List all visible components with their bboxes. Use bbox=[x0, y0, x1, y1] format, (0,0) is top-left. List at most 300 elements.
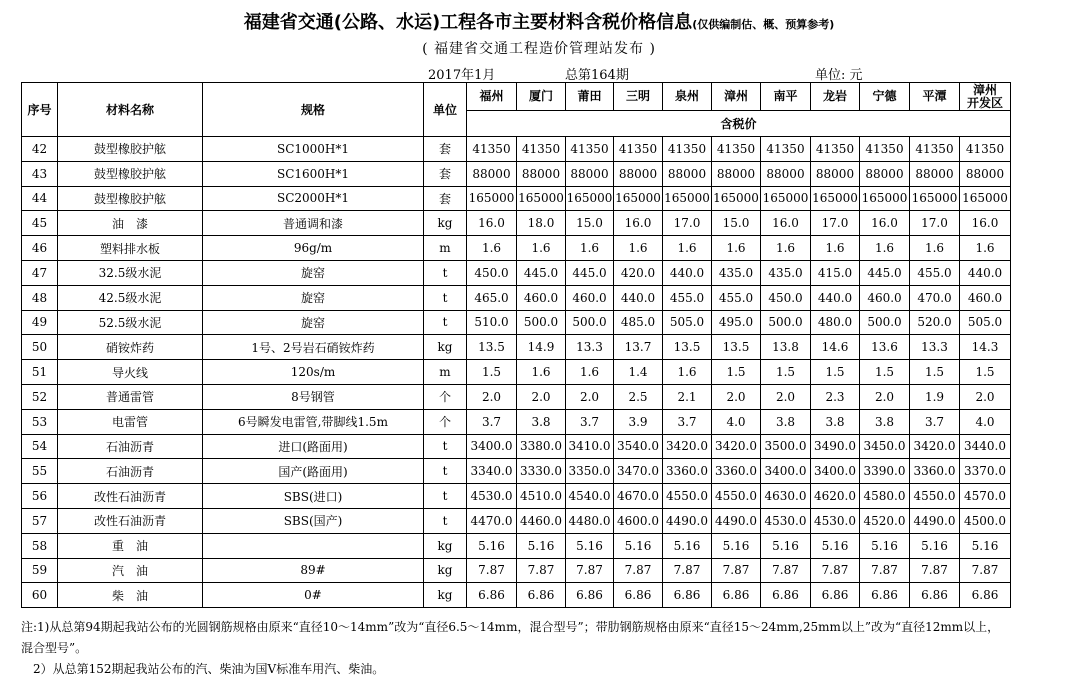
price-cell: 3420.0 bbox=[712, 434, 761, 459]
price-cell: 5.16 bbox=[467, 533, 517, 558]
unit-cell: t bbox=[424, 310, 467, 335]
price-cell: 1.9 bbox=[910, 384, 960, 409]
price-cell: 1.6 bbox=[712, 236, 761, 261]
name-cell: 32.5级水泥 bbox=[58, 260, 203, 285]
price-cell: 88000 bbox=[960, 161, 1011, 186]
price-cell: 3360.0 bbox=[910, 459, 960, 484]
price-cell: 3390.0 bbox=[860, 459, 910, 484]
price-cell: 15.0 bbox=[712, 211, 761, 236]
price-cell: 3500.0 bbox=[761, 434, 811, 459]
table-row bbox=[22, 558, 1011, 583]
price-cell: 88000 bbox=[910, 161, 960, 186]
table-row bbox=[22, 285, 1011, 310]
price-cell: 4530.0 bbox=[811, 508, 860, 533]
publisher-line: ( 福建省交通工程造价管理站发布 ) bbox=[422, 41, 656, 57]
price-cell: 440.0 bbox=[811, 285, 860, 310]
price-cell: 2.0 bbox=[467, 384, 517, 409]
spec-cell: 0# bbox=[203, 583, 424, 608]
price-cell: 3360.0 bbox=[712, 459, 761, 484]
price-cell: 4490.0 bbox=[712, 508, 761, 533]
price-cell: 41350 bbox=[910, 137, 960, 162]
price-cell: 88000 bbox=[566, 161, 614, 186]
document-title bbox=[0, 8, 1078, 34]
header-name: 材料名称 bbox=[58, 83, 203, 137]
price-cell: 2.0 bbox=[761, 384, 811, 409]
price-cell: 6.86 bbox=[712, 583, 761, 608]
price-cell: 7.87 bbox=[960, 558, 1011, 583]
price-cell: 445.0 bbox=[566, 260, 614, 285]
price-cell: 165000 bbox=[467, 186, 517, 211]
spec-cell: 旋窑 bbox=[203, 260, 424, 285]
spec-cell: 旋窑 bbox=[203, 310, 424, 335]
price-cell: 16.0 bbox=[761, 211, 811, 236]
price-cell: 435.0 bbox=[761, 260, 811, 285]
spec-cell bbox=[203, 533, 424, 558]
seq-cell: 57 bbox=[22, 508, 58, 533]
unit-cell: kg bbox=[424, 211, 467, 236]
price-cell: 4570.0 bbox=[960, 484, 1011, 509]
spec-cell: 旋窑 bbox=[203, 285, 424, 310]
table-row bbox=[22, 260, 1011, 285]
price-cell: 415.0 bbox=[811, 260, 860, 285]
price-cell: 41350 bbox=[712, 137, 761, 162]
price-cell: 6.86 bbox=[811, 583, 860, 608]
price-cell: 7.87 bbox=[860, 558, 910, 583]
price-cell: 16.0 bbox=[614, 211, 663, 236]
table-row bbox=[22, 384, 1011, 409]
unit-cell: 套 bbox=[424, 161, 467, 186]
price-cell: 14.9 bbox=[517, 335, 566, 360]
price-cell: 500.0 bbox=[566, 310, 614, 335]
header-city-line1: 漳州 bbox=[972, 82, 997, 97]
price-cell: 1.6 bbox=[663, 360, 712, 385]
price-cell: 1.5 bbox=[761, 360, 811, 385]
spec-cell: SBS(国产) bbox=[203, 508, 424, 533]
price-cell: 165000 bbox=[566, 186, 614, 211]
price-cell: 450.0 bbox=[761, 285, 811, 310]
price-cell: 1.6 bbox=[517, 236, 566, 261]
header-city: 南平 bbox=[761, 83, 811, 111]
price-cell: 6.86 bbox=[517, 583, 566, 608]
price-cell: 510.0 bbox=[467, 310, 517, 335]
name-cell: 普通雷管 bbox=[58, 384, 203, 409]
price-cell: 500.0 bbox=[517, 310, 566, 335]
price-cell: 2.5 bbox=[614, 384, 663, 409]
price-cell: 7.87 bbox=[811, 558, 860, 583]
table-row bbox=[22, 533, 1011, 558]
price-cell: 460.0 bbox=[517, 285, 566, 310]
price-cell: 2.0 bbox=[960, 384, 1011, 409]
table-row bbox=[22, 459, 1011, 484]
seq-cell: 48 bbox=[22, 285, 58, 310]
price-cell: 16.0 bbox=[960, 211, 1011, 236]
table-row bbox=[22, 409, 1011, 434]
price-cell: 88000 bbox=[467, 161, 517, 186]
price-cell: 3.9 bbox=[614, 409, 663, 434]
price-cell: 41350 bbox=[517, 137, 566, 162]
price-cell: 1.6 bbox=[566, 236, 614, 261]
price-cell: 520.0 bbox=[910, 310, 960, 335]
price-cell: 3470.0 bbox=[614, 459, 663, 484]
price-cell: 15.0 bbox=[566, 211, 614, 236]
price-cell: 4.0 bbox=[712, 409, 761, 434]
price-cell: 4460.0 bbox=[517, 508, 566, 533]
price-cell: 4480.0 bbox=[566, 508, 614, 533]
price-cell: 4600.0 bbox=[614, 508, 663, 533]
price-cell: 88000 bbox=[614, 161, 663, 186]
price-cell: 500.0 bbox=[860, 310, 910, 335]
price-cell: 4630.0 bbox=[761, 484, 811, 509]
price-cell: 41350 bbox=[960, 137, 1011, 162]
price-cell: 2.0 bbox=[517, 384, 566, 409]
seq-cell: 55 bbox=[22, 459, 58, 484]
price-cell: 4470.0 bbox=[467, 508, 517, 533]
unit-cell: 套 bbox=[424, 186, 467, 211]
price-cell: 6.86 bbox=[614, 583, 663, 608]
seq-cell: 53 bbox=[22, 409, 58, 434]
price-cell: 3370.0 bbox=[960, 459, 1011, 484]
price-cell: 165000 bbox=[614, 186, 663, 211]
price-cell: 455.0 bbox=[663, 285, 712, 310]
price-cell: 5.16 bbox=[614, 533, 663, 558]
unit-cell: t bbox=[424, 484, 467, 509]
price-cell: 13.6 bbox=[860, 335, 910, 360]
unit-label: 单位: 元 bbox=[815, 68, 863, 83]
price-cell: 455.0 bbox=[910, 260, 960, 285]
price-cell: 41350 bbox=[860, 137, 910, 162]
price-cell: 13.3 bbox=[566, 335, 614, 360]
seq-cell: 60 bbox=[22, 583, 58, 608]
price-cell: 6.86 bbox=[910, 583, 960, 608]
price-cell: 165000 bbox=[663, 186, 712, 211]
spec-cell: SC2000H*1 bbox=[203, 186, 424, 211]
spec-cell: SC1600H*1 bbox=[203, 161, 424, 186]
price-cell: 6.86 bbox=[761, 583, 811, 608]
price-cell: 460.0 bbox=[860, 285, 910, 310]
price-cell: 5.16 bbox=[712, 533, 761, 558]
price-cell: 4530.0 bbox=[467, 484, 517, 509]
price-cell: 4520.0 bbox=[860, 508, 910, 533]
header-city: 龙岩 bbox=[811, 83, 860, 111]
price-cell: 41350 bbox=[566, 137, 614, 162]
price-cell: 13.5 bbox=[712, 335, 761, 360]
spec-cell: 89# bbox=[203, 558, 424, 583]
price-cell: 4620.0 bbox=[811, 484, 860, 509]
table-row bbox=[22, 236, 1011, 261]
issue-label: 总第164期 bbox=[565, 68, 629, 83]
price-cell: 3410.0 bbox=[566, 434, 614, 459]
spec-cell: 1号、2号岩石硝铵炸药 bbox=[203, 335, 424, 360]
price-cell: 17.0 bbox=[663, 211, 712, 236]
price-cell: 465.0 bbox=[467, 285, 517, 310]
price-cell: 13.3 bbox=[910, 335, 960, 360]
name-cell: 油 漆 bbox=[58, 211, 203, 236]
price-cell: 1.6 bbox=[860, 236, 910, 261]
price-cell: 1.6 bbox=[614, 236, 663, 261]
price-cell: 165000 bbox=[960, 186, 1011, 211]
table-row bbox=[22, 434, 1011, 459]
price-cell: 1.5 bbox=[712, 360, 761, 385]
price-cell: 13.5 bbox=[663, 335, 712, 360]
table-row bbox=[22, 186, 1011, 211]
price-cell: 2.1 bbox=[663, 384, 712, 409]
price-cell: 165000 bbox=[860, 186, 910, 211]
unit-cell: 个 bbox=[424, 384, 467, 409]
name-cell: 鼓型橡胶护舷 bbox=[58, 186, 203, 211]
price-cell: 1.6 bbox=[960, 236, 1011, 261]
note-line: 2）从总第152期起我站公布的汽、柴油为国Ⅴ标准车用汽、柴油。 bbox=[21, 662, 385, 676]
price-cell: 435.0 bbox=[712, 260, 761, 285]
table-row bbox=[22, 508, 1011, 533]
price-cell: 1.5 bbox=[960, 360, 1011, 385]
price-cell: 460.0 bbox=[960, 285, 1011, 310]
price-cell: 3.8 bbox=[761, 409, 811, 434]
table-row bbox=[22, 310, 1011, 335]
header-city-zhangzhou-dev bbox=[960, 83, 1011, 111]
price-cell: 4530.0 bbox=[761, 508, 811, 533]
price-cell: 17.0 bbox=[811, 211, 860, 236]
price-cell: 480.0 bbox=[811, 310, 860, 335]
price-cell: 3420.0 bbox=[663, 434, 712, 459]
unit-cell: kg bbox=[424, 533, 467, 558]
price-cell: 16.0 bbox=[467, 211, 517, 236]
price-cell: 3360.0 bbox=[663, 459, 712, 484]
price-cell: 3330.0 bbox=[517, 459, 566, 484]
price-cell: 1.6 bbox=[663, 236, 712, 261]
price-cell: 165000 bbox=[712, 186, 761, 211]
price-cell: 3400.0 bbox=[811, 459, 860, 484]
price-cell: 505.0 bbox=[663, 310, 712, 335]
name-cell: 导火线 bbox=[58, 360, 203, 385]
seq-cell: 50 bbox=[22, 335, 58, 360]
name-cell: 电雷管 bbox=[58, 409, 203, 434]
price-cell: 13.5 bbox=[467, 335, 517, 360]
price-cell: 470.0 bbox=[910, 285, 960, 310]
price-cell: 440.0 bbox=[614, 285, 663, 310]
price-cell: 4490.0 bbox=[910, 508, 960, 533]
price-cell: 4550.0 bbox=[910, 484, 960, 509]
price-cell: 2.0 bbox=[860, 384, 910, 409]
price-cell: 3380.0 bbox=[517, 434, 566, 459]
name-cell: 42.5级水泥 bbox=[58, 285, 203, 310]
name-cell: 改性石油沥青 bbox=[58, 484, 203, 509]
unit-cell: kg bbox=[424, 583, 467, 608]
price-cell: 3.7 bbox=[467, 409, 517, 434]
price-cell: 41350 bbox=[811, 137, 860, 162]
price-cell: 1.5 bbox=[910, 360, 960, 385]
price-cell: 41350 bbox=[467, 137, 517, 162]
price-cell: 4510.0 bbox=[517, 484, 566, 509]
spec-cell: 120s/m bbox=[203, 360, 424, 385]
header-spec: 规格 bbox=[203, 83, 424, 137]
unit-cell: 套 bbox=[424, 137, 467, 162]
unit-cell: kg bbox=[424, 335, 467, 360]
price-cell: 14.3 bbox=[960, 335, 1011, 360]
notes bbox=[21, 617, 999, 680]
price-cell: 5.16 bbox=[566, 533, 614, 558]
price-cell: 1.5 bbox=[860, 360, 910, 385]
unit-cell: t bbox=[424, 459, 467, 484]
price-cell: 2.0 bbox=[712, 384, 761, 409]
spec-cell: SBS(进口) bbox=[203, 484, 424, 509]
spec-cell: 国产(路面用) bbox=[203, 459, 424, 484]
seq-cell: 59 bbox=[22, 558, 58, 583]
price-cell: 4490.0 bbox=[663, 508, 712, 533]
price-cell: 5.16 bbox=[910, 533, 960, 558]
seq-cell: 42 bbox=[22, 137, 58, 162]
price-cell: 1.4 bbox=[614, 360, 663, 385]
name-cell: 52.5级水泥 bbox=[58, 310, 203, 335]
unit-cell: t bbox=[424, 434, 467, 459]
title-note: (仅供编制估、概、预算参考) bbox=[692, 18, 835, 31]
seq-cell: 58 bbox=[22, 533, 58, 558]
table-body bbox=[22, 137, 1011, 608]
spec-cell: 进口(路面用) bbox=[203, 434, 424, 459]
price-cell: 4540.0 bbox=[566, 484, 614, 509]
price-cell: 14.6 bbox=[811, 335, 860, 360]
price-cell: 5.16 bbox=[860, 533, 910, 558]
note-line: 混合型号”。 bbox=[21, 641, 88, 655]
price-cell: 88000 bbox=[712, 161, 761, 186]
name-cell: 石油沥青 bbox=[58, 459, 203, 484]
header-city: 漳州 bbox=[712, 83, 761, 111]
price-cell: 495.0 bbox=[712, 310, 761, 335]
table-row bbox=[22, 335, 1011, 360]
price-cell: 1.6 bbox=[811, 236, 860, 261]
price-cell: 3490.0 bbox=[811, 434, 860, 459]
table-row bbox=[22, 484, 1011, 509]
price-cell: 3440.0 bbox=[960, 434, 1011, 459]
unit-cell: t bbox=[424, 260, 467, 285]
table-row bbox=[22, 360, 1011, 385]
unit-cell: t bbox=[424, 285, 467, 310]
price-cell: 3.8 bbox=[517, 409, 566, 434]
price-cell: 41350 bbox=[614, 137, 663, 162]
price-cell: 500.0 bbox=[761, 310, 811, 335]
price-cell: 165000 bbox=[811, 186, 860, 211]
unit-cell: m bbox=[424, 360, 467, 385]
header-city: 莆田 bbox=[566, 83, 614, 111]
header-city: 三明 bbox=[614, 83, 663, 111]
spec-cell: 96g/m bbox=[203, 236, 424, 261]
seq-cell: 56 bbox=[22, 484, 58, 509]
header-city-line2: 开发区 bbox=[966, 95, 1003, 110]
header-unit: 单位 bbox=[424, 83, 467, 137]
price-cell: 3400.0 bbox=[467, 434, 517, 459]
price-cell: 13.8 bbox=[761, 335, 811, 360]
name-cell: 改性石油沥青 bbox=[58, 508, 203, 533]
header-city: 厦门 bbox=[517, 83, 566, 111]
table-row bbox=[22, 161, 1011, 186]
price-cell: 7.87 bbox=[712, 558, 761, 583]
price-cell: 3.8 bbox=[860, 409, 910, 434]
price-cell: 4550.0 bbox=[712, 484, 761, 509]
price-cell: 165000 bbox=[517, 186, 566, 211]
price-cell: 7.87 bbox=[663, 558, 712, 583]
price-cell: 6.86 bbox=[860, 583, 910, 608]
price-cell: 7.87 bbox=[761, 558, 811, 583]
price-cell: 445.0 bbox=[517, 260, 566, 285]
price-cell: 18.0 bbox=[517, 211, 566, 236]
name-cell: 石油沥青 bbox=[58, 434, 203, 459]
price-cell: 420.0 bbox=[614, 260, 663, 285]
unit-cell: 个 bbox=[424, 409, 467, 434]
header-city: 泉州 bbox=[663, 83, 712, 111]
price-cell: 7.87 bbox=[566, 558, 614, 583]
spec-cell: SC1000H*1 bbox=[203, 137, 424, 162]
price-cell: 4500.0 bbox=[960, 508, 1011, 533]
spec-cell: 8号钢管 bbox=[203, 384, 424, 409]
price-cell: 460.0 bbox=[566, 285, 614, 310]
price-cell: 5.16 bbox=[517, 533, 566, 558]
seq-cell: 49 bbox=[22, 310, 58, 335]
price-cell: 3.7 bbox=[566, 409, 614, 434]
seq-cell: 52 bbox=[22, 384, 58, 409]
price-cell: 88000 bbox=[811, 161, 860, 186]
price-cell: 13.7 bbox=[614, 335, 663, 360]
price-cell: 6.86 bbox=[960, 583, 1011, 608]
price-cell: 440.0 bbox=[960, 260, 1011, 285]
price-table bbox=[21, 82, 1011, 608]
price-cell: 5.16 bbox=[811, 533, 860, 558]
price-cell: 6.86 bbox=[566, 583, 614, 608]
price-cell: 1.6 bbox=[517, 360, 566, 385]
price-cell: 4670.0 bbox=[614, 484, 663, 509]
price-cell: 455.0 bbox=[712, 285, 761, 310]
price-cell: 1.6 bbox=[910, 236, 960, 261]
unit-cell: t bbox=[424, 508, 467, 533]
name-cell: 柴 油 bbox=[58, 583, 203, 608]
price-cell: 7.87 bbox=[467, 558, 517, 583]
price-cell: 3.8 bbox=[811, 409, 860, 434]
price-cell: 5.16 bbox=[663, 533, 712, 558]
seq-cell: 43 bbox=[22, 161, 58, 186]
price-cell: 88000 bbox=[663, 161, 712, 186]
seq-cell: 46 bbox=[22, 236, 58, 261]
name-cell: 重 油 bbox=[58, 533, 203, 558]
unit-cell: m bbox=[424, 236, 467, 261]
price-cell: 3540.0 bbox=[614, 434, 663, 459]
price-cell: 4580.0 bbox=[860, 484, 910, 509]
price-cell: 4550.0 bbox=[663, 484, 712, 509]
name-cell: 鼓型橡胶护舷 bbox=[58, 137, 203, 162]
period-label: 2017年1月 bbox=[428, 68, 496, 83]
seq-cell: 47 bbox=[22, 260, 58, 285]
header-city: 福州 bbox=[467, 83, 517, 111]
price-cell: 7.87 bbox=[517, 558, 566, 583]
header-seq: 序号 bbox=[22, 83, 58, 137]
table-row bbox=[22, 211, 1011, 236]
price-cell: 485.0 bbox=[614, 310, 663, 335]
price-cell: 88000 bbox=[517, 161, 566, 186]
seq-cell: 45 bbox=[22, 211, 58, 236]
spec-cell: 6号瞬发电雷管,带脚线1.5m bbox=[203, 409, 424, 434]
header-row-cities bbox=[22, 83, 1011, 111]
price-cell: 4.0 bbox=[960, 409, 1011, 434]
seq-cell: 54 bbox=[22, 434, 58, 459]
header-price-group: 含税价 bbox=[467, 111, 1011, 137]
price-cell: 1.6 bbox=[566, 360, 614, 385]
price-cell: 440.0 bbox=[663, 260, 712, 285]
price-cell: 445.0 bbox=[860, 260, 910, 285]
price-cell: 165000 bbox=[910, 186, 960, 211]
price-cell: 6.86 bbox=[467, 583, 517, 608]
price-cell: 3.7 bbox=[910, 409, 960, 434]
price-cell: 41350 bbox=[761, 137, 811, 162]
price-cell: 17.0 bbox=[910, 211, 960, 236]
price-cell: 3340.0 bbox=[467, 459, 517, 484]
spec-cell: 普通调和漆 bbox=[203, 211, 424, 236]
